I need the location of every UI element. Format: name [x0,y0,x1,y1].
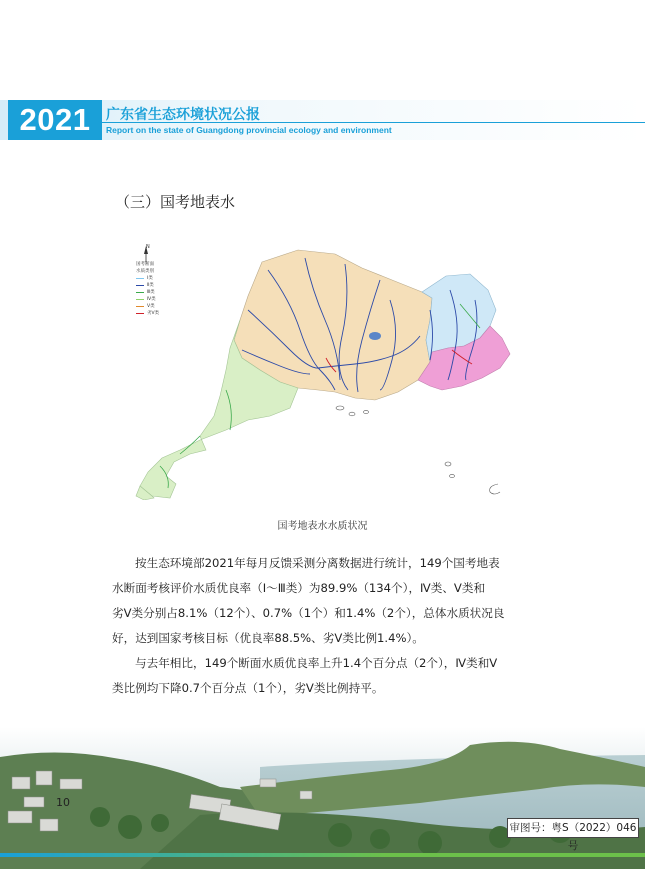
footer-bar-gradient [0,853,645,857]
north-label: N [146,244,150,250]
map-islands [336,406,500,494]
legend-item: Ⅴ类 [136,303,176,310]
paragraph-line: 类比例均下降0.7个百分点（1个），劣Ⅴ类比例持平。 [112,681,384,695]
paragraph-line: 好，达到国家考核目标（优良率88.5%、劣Ⅴ类比例1.4%）。 [112,631,424,645]
legend-title-1: 国考断面 [136,262,154,267]
paragraph-2 [112,651,552,701]
map-review-number: 审图号：粤S（2022）046号 [507,818,639,838]
page-number: 10 [56,796,70,809]
report-year: 2021 [8,100,102,140]
paragraph-1 [112,551,552,651]
paragraph-line: 劣Ⅴ类分别占8.1%（12个）、0.7%（1个）和1.4%（2个），总体水质状况良 [112,606,505,620]
footer-landscape-photo [0,727,645,869]
map-lake [369,332,381,340]
map-caption: 国考地表水水质状况 [277,521,368,532]
map-legend [136,244,176,317]
legend-item: Ⅰ类 [136,275,176,282]
legend-item: Ⅲ类 [136,289,176,296]
guangdong-water-quality-map [130,240,522,500]
legend-title-2: 水质类别 [136,269,154,274]
section-title: （三）国考地表水 [115,193,236,211]
report-title: 广东省生态环境状况公报 [106,107,260,123]
legend-item: Ⅳ类 [136,296,176,303]
footer-bar [0,842,645,846]
paragraph-line: 按生态环境部2021年每月反馈采测分离数据进行统计，149个国考地表 [135,556,500,570]
legend-item: Ⅱ类 [136,282,176,289]
paragraph-line: 与去年相比，149个断面水质优良率上升1.4个百分点（2个），Ⅳ类和Ⅴ [135,656,498,670]
report-subtitle: Report on the state of Guangdong provincial ecology and environment [106,125,392,135]
legend-item: 劣Ⅴ类 [136,310,176,317]
paragraph-line: 水断面考核评价水质优良率（Ⅰ～Ⅲ类）为89.9%（134个），Ⅳ类、Ⅴ类和 [112,581,486,595]
